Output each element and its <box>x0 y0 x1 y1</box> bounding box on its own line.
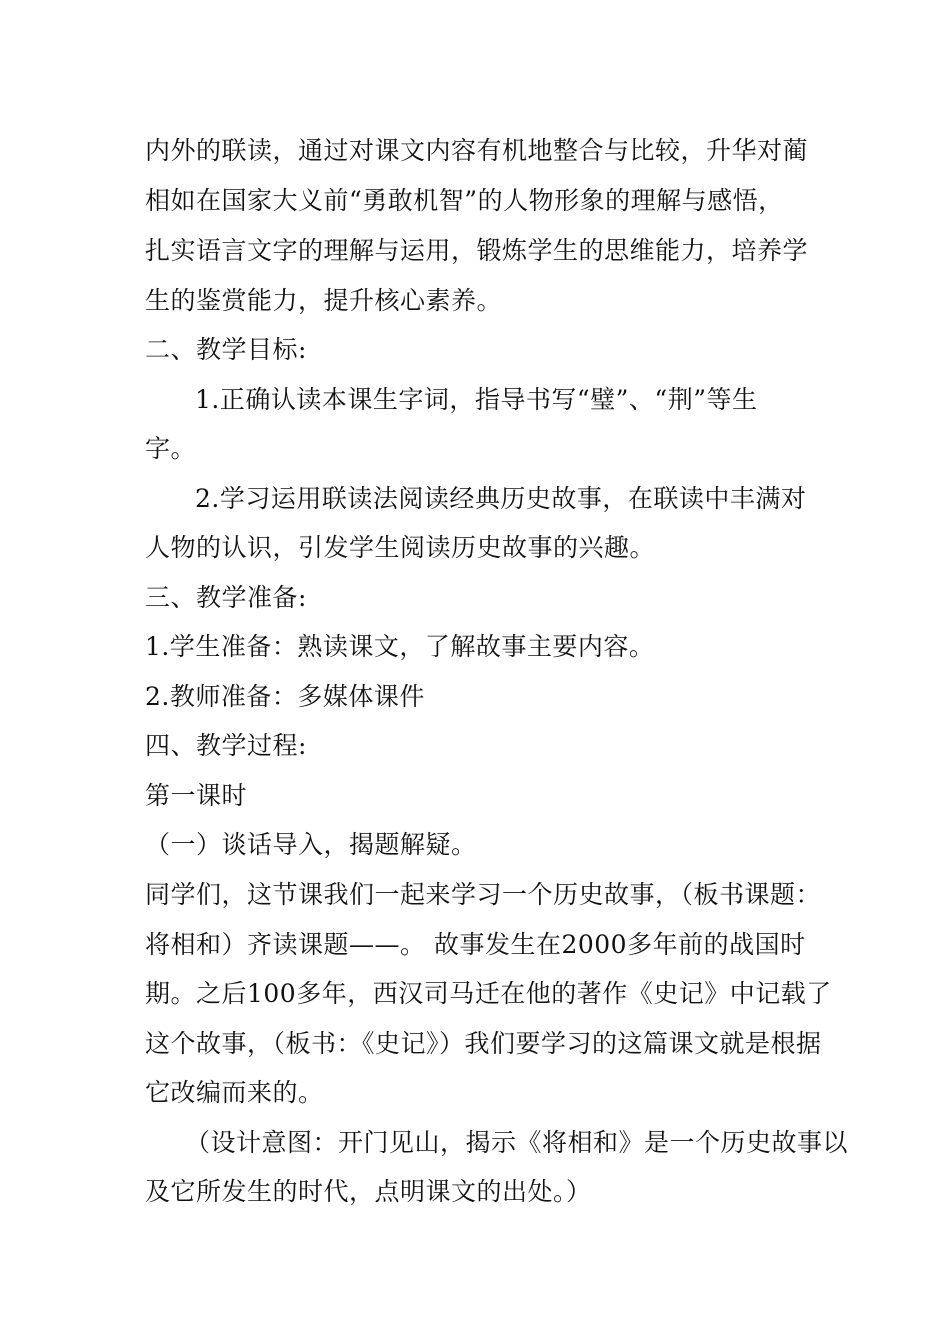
intro-line-4: 这个故事，（板书：《史记》）我们要学习的这篇课文就是根据 <box>145 1029 822 1058</box>
subsection-heading-intro: （一）谈话导入，揭题解疑。 <box>145 830 477 859</box>
intro-line-3: 期。之后100多年，西汉司马迁在他的著作《史记》中记载了 <box>145 979 832 1008</box>
intro-line-2: 将相和）齐读课题——。 故事发生在2000多年前的战国时 <box>145 930 806 959</box>
intro-line-5: 它改编而来的。 <box>145 1078 324 1107</box>
preparation-student: 1.学生准备：熟读课文，了解故事主要内容。 <box>145 632 655 661</box>
lesson-heading: 第一课时 <box>145 781 248 810</box>
objective-1-line-1: 1.正确认读本课生字词，指导书写“璧”、“荆”等生 <box>195 385 758 414</box>
objective-2-line-1: 2.学习运用联读法阅读经典历史故事，在联读中丰满对 <box>195 484 807 513</box>
paragraph-line-3: 扎实语言文字的理解与运用，锻炼学生的思维能力，培养学 <box>145 236 809 265</box>
paragraph-line-4: 生的鉴赏能力，提升核心素养。 <box>145 286 503 315</box>
section-heading-objectives: 二、教学目标: <box>145 335 307 364</box>
design-intent-line-1: （设计意图：开门见山，揭示《将相和》是一个历史故事以 <box>185 1128 849 1157</box>
paragraph-line-1: 内外的联读，通过对课文内容有机地整合与比较，升华对蔺 <box>145 136 809 165</box>
section-heading-preparation: 三、教学准备: <box>145 583 307 612</box>
preparation-teacher: 2.教师准备：多媒体课件 <box>145 682 425 711</box>
objective-1-line-2: 字。 <box>145 434 197 463</box>
paragraph-line-2: 相如在国家大义前“勇敢机智”的人物形象的理解与感悟， <box>145 186 784 215</box>
section-heading-process: 四、教学过程: <box>145 731 307 760</box>
intro-line-1: 同学们，这节课我们一起来学习一个历史故事，（板书课题： <box>145 880 822 909</box>
design-intent-line-2: 及它所发生的时代，点明课文的出处。） <box>145 1177 592 1206</box>
objective-2-line-2: 人物的认识，引发学生阅读历史故事的兴趣。 <box>145 533 656 562</box>
